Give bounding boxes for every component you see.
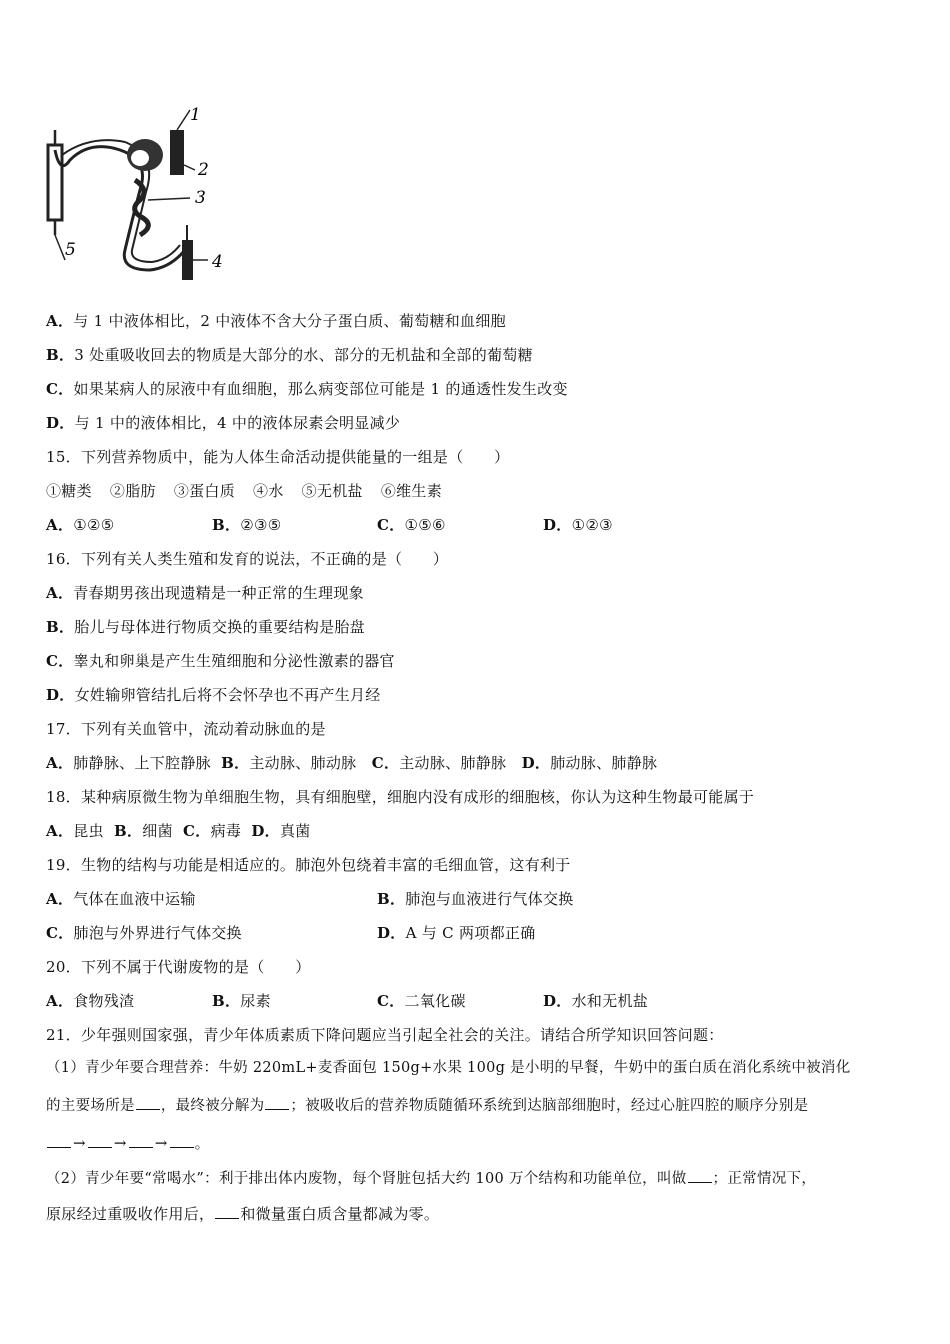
answer-blank[interactable]: [688, 1168, 712, 1183]
figure-label-2: 2: [198, 160, 209, 180]
q18-options: [46, 821, 311, 841]
q17-options: [46, 753, 657, 773]
tube-2: [170, 130, 184, 175]
q15-items: [46, 481, 460, 501]
answer-blank[interactable]: [265, 1095, 289, 1110]
q14-option-c: C．如果某病人的尿液中有血细胞，那么病变部位可能是 1 的通透性发生改变: [46, 380, 568, 398]
tube-4: [182, 240, 193, 280]
answer-blank[interactable]: [170, 1133, 194, 1148]
q14-option-d: D．与 1 中的液体相比，4 中的液体尿素会明显减少: [46, 414, 401, 432]
q21-part1-line3: → → → 。: [46, 1133, 210, 1153]
nephron-diagram: [40, 100, 240, 295]
q18-option-b: B．细菌: [114, 822, 173, 840]
q21-stem: 21．少年强则国家强，青少年体质素质下降问题应当引起全社会的关注。请结合所学知识回答问题：: [46, 1026, 724, 1044]
q20-option-c: C．二氧化碳: [377, 992, 466, 1010]
q17-option-d: D．肺动脉、肺静脉: [521, 754, 658, 772]
answer-blank[interactable]: [88, 1133, 112, 1148]
q19-option-a: A．气体在血液中运输: [46, 890, 196, 908]
q17-option-b: B．主动脉、肺动脉: [221, 754, 357, 772]
q14-option-a: A．与 1 中液体相比，2 中液体不含大分子蛋白质、葡萄糖和血细胞: [46, 312, 506, 330]
figure-label-4: 4: [212, 252, 223, 272]
q19-option-d: D．A 与 C 两项都正确: [377, 924, 536, 942]
q15-item: ⑥维生素: [380, 482, 443, 500]
q18-option-a: A．昆虫: [46, 822, 104, 840]
answer-blank[interactable]: [129, 1133, 153, 1148]
q16-option-d: D．女姓输卵管结扎后将不会怀孕也不再产生月经: [46, 686, 381, 704]
q15-item: ③蛋白质: [173, 482, 236, 500]
q15-item: ④水: [253, 482, 284, 500]
q18-stem: 18．某种病原微生物为单细胞生物，具有细胞壁，细胞内没有成形的细胞核，你认为这种生物最可能属于: [46, 788, 755, 806]
q15-stem: 15．下列营养物质中，能为人体生命活动提供能量的一组是（ ）: [46, 448, 510, 466]
q14-option-b: B．3 处重吸收回去的物质是大部分的水、部分的无机盐和全部的葡萄糖: [46, 346, 533, 364]
q15-item: ②脂肪: [109, 482, 156, 500]
arrow-icon: →: [154, 1134, 168, 1152]
arrow-icon: →: [113, 1134, 127, 1152]
q20-option-a: A．食物残渣: [46, 992, 135, 1010]
q20-options: [46, 991, 906, 1011]
q19-option-c: C．肺泡与外界进行气体交换: [46, 924, 242, 942]
q15-option-d: D．①②③: [543, 516, 613, 534]
q20-option-d: D．水和无机盐: [543, 992, 649, 1010]
q16-option-c: C．睾丸和卵巢是产生生殖细胞和分泌性激素的器官: [46, 652, 395, 670]
q15-item: ①糖类: [46, 482, 92, 500]
q19-option-b: B．肺泡与血液进行气体交换: [377, 890, 574, 908]
q21-part1-line1: （1）青少年要合理营养：牛奶 220mL+麦香面包 150g+水果 100g 是小明的早餐，牛奶中的蛋白质在消化系统中被消化: [46, 1060, 851, 1076]
q19-options-row1: [46, 889, 906, 909]
figure-label-3: 3: [195, 188, 206, 208]
figure-label-5: 5: [65, 240, 76, 260]
answer-blank[interactable]: [215, 1204, 239, 1219]
answer-blank[interactable]: [47, 1133, 71, 1148]
answer-blank[interactable]: [136, 1095, 160, 1110]
q20-stem: 20．下列不属于代谢废物的是（ ）: [46, 958, 311, 976]
figure-label-1: 1: [190, 105, 201, 125]
q21-part1-line2: 的主要场所是 ，最终被分解为 ；被吸收后的营养物质随循环系统到达脑部细胞时，经过心脏四腔的顺序分别是: [46, 1095, 808, 1116]
q15-options: [46, 515, 906, 535]
q15-option-a: A．①②⑤: [46, 516, 115, 534]
q17-option-a: A．肺静脉、上下腔静脉: [46, 754, 211, 772]
nephron-diagram-svg: [40, 100, 240, 295]
q18-option-d: D．真菌: [251, 822, 311, 840]
q16-stem: 16．下列有关人类生殖和发育的说法，不正确的是（ ）: [46, 550, 449, 568]
q19-options-row2: [46, 923, 906, 943]
q15-option-b: B．②③⑤: [212, 516, 282, 534]
q15-option-c: C．①⑤⑥: [377, 516, 446, 534]
q16-option-b: B．胎儿与母体进行物质交换的重要结构是胎盘: [46, 618, 365, 636]
q15-item: ⑤无机盐: [301, 482, 363, 500]
q18-option-c: C．病毒: [183, 822, 242, 840]
q17-option-c: C．主动脉、肺静脉: [371, 754, 507, 772]
q19-stem: 19．生物的结构与功能是相适应的。肺泡外包绕着丰富的毛细血管，这有利于: [46, 856, 571, 874]
q21-part2-line2: 原尿经过重吸收作用后， 和微量蛋白质含量都减为零。: [46, 1205, 440, 1223]
q21-part2-line1: （2）青少年要“常喝水”：利于排出体内废物，每个肾脏包括大约 100 万个结构和功能单位，叫做 ；正常情况下，: [46, 1168, 816, 1189]
q20-option-b: B．尿素: [212, 992, 271, 1010]
arrow-icon: →: [73, 1134, 86, 1152]
q17-stem: 17．下列有关血管中，流动着动脉血的是: [46, 720, 326, 738]
q16-option-a: A．青春期男孩出现遗精是一种正常的生理现象: [46, 584, 364, 602]
